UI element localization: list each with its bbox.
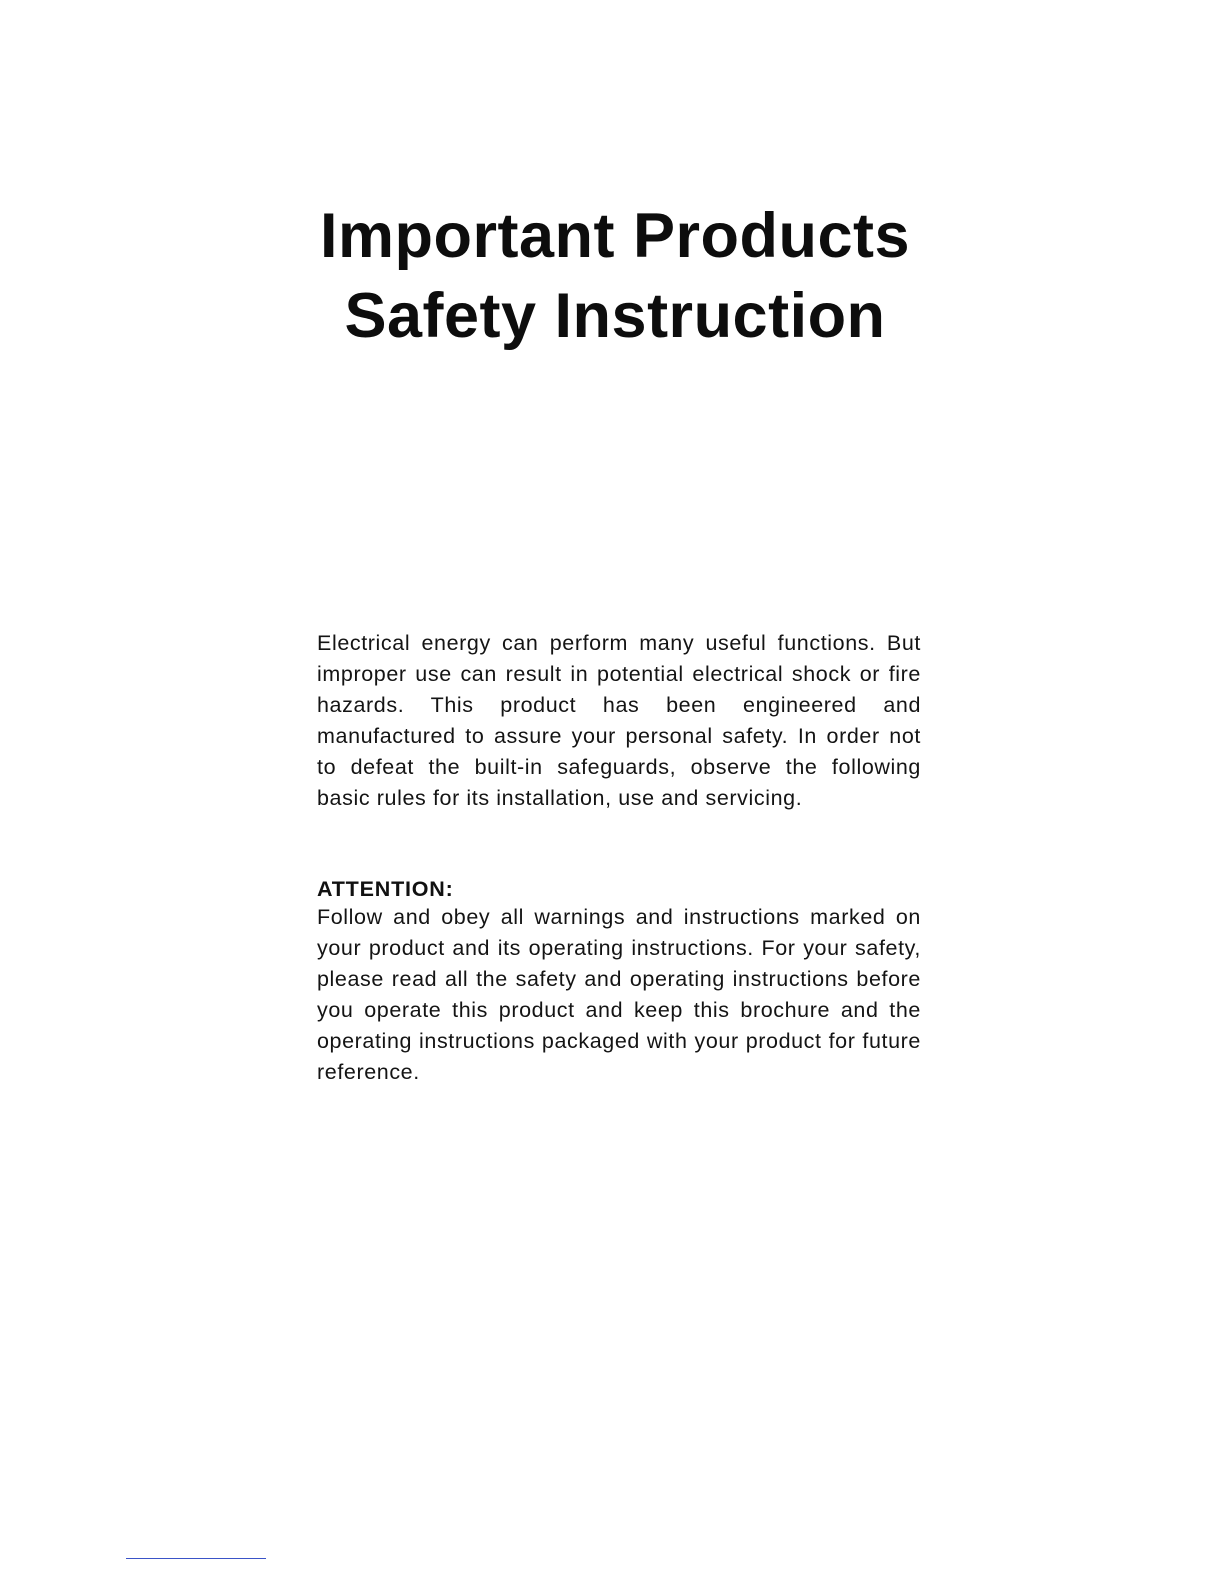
attention-paragraph: Follow and obey all warnings and instructions marked on your product and its operating instructions. For your safety, please read all the safety and operating instructions before you operate this product and keep this brochure and the operating instructions packaged with your product for future reference.	[317, 905, 921, 1084]
page-title-line-2: Safety Instruction	[344, 281, 886, 351]
intro-paragraph: Electrical energy can perform many useful functions. But improper use can result in potential electrical shock or fire hazards. This product has been engineered and manufactured to assure your personal safety. In order not to defeat the built-in safeguards, observe the following basic rules for its installation, use and servicing.	[317, 631, 921, 810]
footer-divider	[126, 1558, 266, 1559]
attention-heading: ATTENTION:	[317, 877, 454, 901]
page-title	[300, 196, 930, 356]
page-title-line-1: Important Products	[319, 201, 911, 271]
